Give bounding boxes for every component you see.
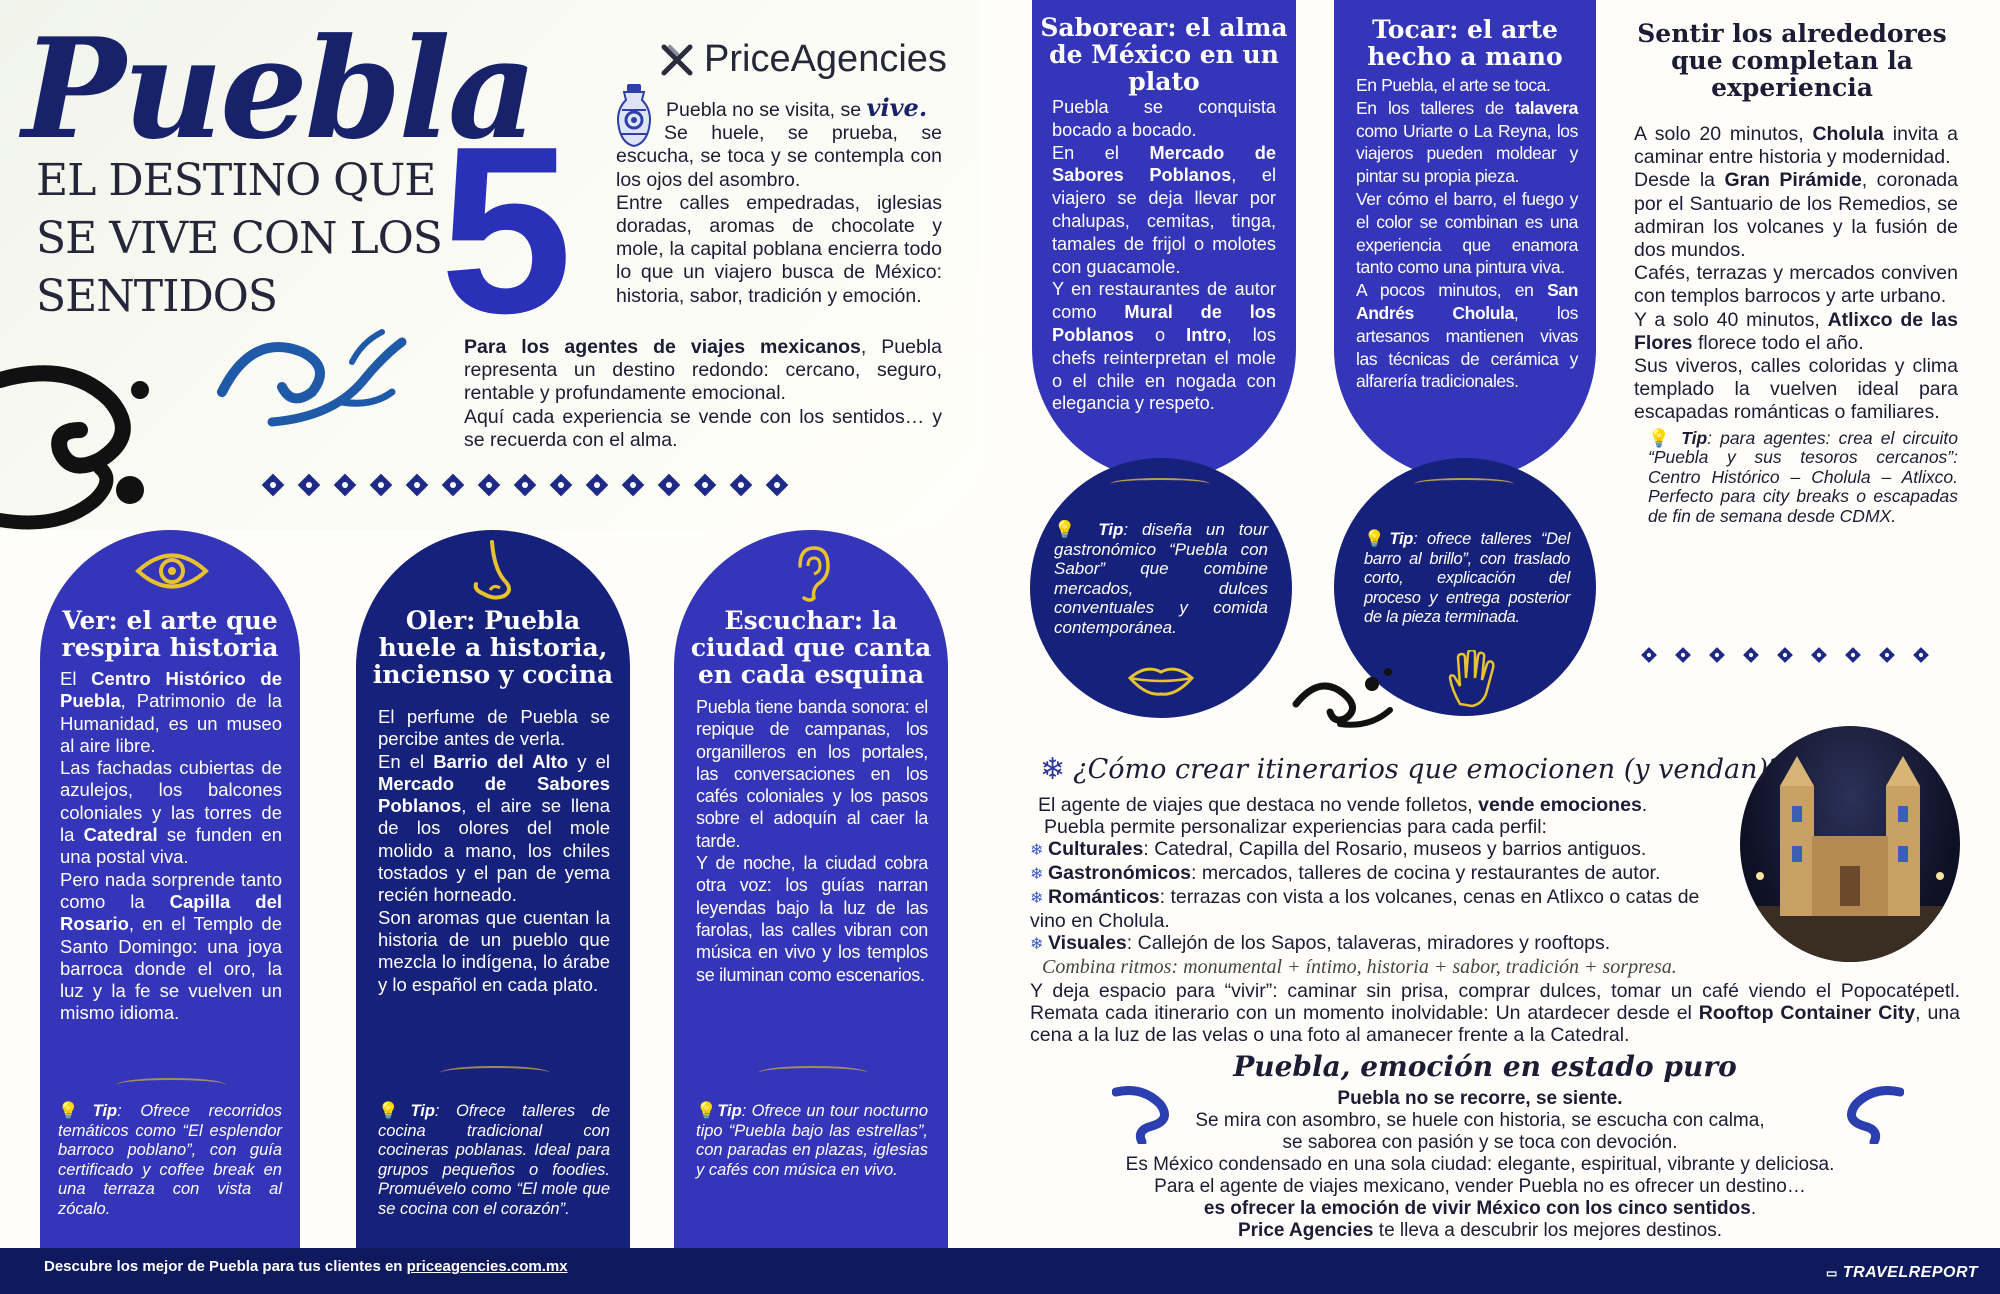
page-title: Puebla bbox=[22, 7, 535, 170]
blue-flourish-ornament bbox=[212, 322, 408, 440]
tile-icon bbox=[1707, 645, 1728, 666]
escuchar-panel bbox=[674, 530, 948, 1248]
finale-line-1: Puebla no se recorre, se siente. bbox=[1337, 1088, 1623, 1109]
finale-line-5: Para el agente de viajes mexicano, vender Puebla no es ofrecer un destino… bbox=[1154, 1176, 1806, 1197]
ver-body: El Centro Histórico de Puebla, Patrimonio de la Humanidad, es un museo al aire libre. Las fachadas cubiertas de azulejos, los balcones coloniales y las torres de la Catedral se funden en una postal viva. Pero nada sorprende tanto como la Capilla del Rosario, en el Templo de Santo Domingo: una joya barroca donde el oro, la luz y la fe se vuelven un mismo idioma. bbox=[60, 668, 283, 1024]
brand-logo bbox=[660, 38, 947, 81]
oler-panel bbox=[356, 530, 630, 1248]
eye-icon bbox=[134, 546, 210, 596]
itinerarios-heading bbox=[1040, 752, 1782, 787]
subtitle-line: SENTIDOS bbox=[36, 271, 277, 322]
sentir-tip bbox=[1626, 429, 1958, 527]
saborear-text-2: En el bbox=[1052, 142, 1150, 163]
finale-line-4: Es México condensado en una sola ciudad: elegante, espiritual, vibrante y deliciosa. bbox=[1125, 1154, 1835, 1175]
oler-text-5: Son aromas que cuentan la historia de un pueblo que mezcla lo indígena, lo árabe y lo español en cada plato. bbox=[378, 906, 610, 995]
itin-closing-2: , una cena a la luz de las velas o una foto al amanecer frente a la Catedral. bbox=[1030, 1002, 1960, 1046]
itin-item-label: Culturales bbox=[1048, 838, 1144, 860]
ver-bold-1: Centro Histórico de Puebla bbox=[60, 668, 282, 712]
finale-line-6: es ofrecer la emoción de vivir México con los cinco sentidos bbox=[1203, 1198, 1751, 1219]
lips-icon bbox=[1126, 662, 1196, 698]
black-flourish-ornament bbox=[1290, 664, 1398, 734]
tip-label: Tip bbox=[1389, 530, 1414, 548]
nose-icon bbox=[464, 538, 524, 604]
saborear-panel bbox=[1032, 0, 1296, 480]
sentir-bold-2: Gran Pirámide bbox=[1724, 169, 1862, 192]
hand-icon bbox=[1446, 650, 1498, 708]
intro-text-2 bbox=[464, 336, 942, 452]
tip-label: Tip bbox=[1681, 427, 1708, 448]
ver-bold-3: Capilla del Rosario bbox=[60, 890, 283, 935]
ver-text-4: Pero nada sorprende tanto como la bbox=[60, 868, 282, 912]
oler-text-4: , el aire se llena de los olores del mole molido a mano, los chiles tostados y el pan de yema recién horneado. bbox=[378, 795, 610, 906]
snowflake-ornament-icon: ❄ bbox=[1040, 752, 1066, 787]
footer-text-lead: Descubre los mejor de Puebla para tus clientes en bbox=[44, 1258, 407, 1275]
intro-p2: Entre calles empedradas, iglesias doradas, aromas de chocolate y mole, la capital poblana encierra todo lo que un viajero busca de México: historia, sabor, tradición y emoción. bbox=[616, 191, 942, 307]
gold-divider bbox=[758, 1066, 868, 1080]
intro-text bbox=[616, 93, 942, 308]
sentir-text-1: A solo 20 minutos, bbox=[1634, 123, 1813, 145]
travelreport-logo-text: TRAVELREPORT bbox=[1842, 1264, 1978, 1281]
ver-tip-text: : Ofrece recorridos temáticos como “El esplendor barroco poblano”, con guía certificado y coffee break en una terraza con vista al zócalo. bbox=[58, 1102, 282, 1218]
oler-text-1: El perfume de Puebla se percibe antes de verla. bbox=[378, 706, 610, 750]
tile-icon bbox=[726, 470, 756, 500]
snowflake-bullet-icon: ❄ bbox=[1030, 936, 1044, 953]
tile-icon bbox=[654, 470, 684, 500]
saborear-text-5: o bbox=[1133, 324, 1187, 345]
tocar-tip bbox=[1364, 530, 1570, 628]
tile-icon bbox=[474, 470, 504, 500]
escuchar-heading: Escuchar: la ciudad que canta en cada esquina bbox=[690, 606, 932, 689]
tip-label: Tip bbox=[717, 1102, 742, 1120]
sentir-bold-3: Atlixco de las Flores bbox=[1634, 308, 1958, 354]
tile-icon bbox=[330, 470, 360, 500]
oler-heading: Oler: Puebla huele a historia, incienso y cocina bbox=[372, 606, 614, 689]
tile-icon bbox=[1809, 645, 1830, 666]
finale-line-7-bold: Price Agencies bbox=[1237, 1220, 1374, 1241]
snowflake-bullet-icon: ❄ bbox=[1030, 866, 1044, 883]
escuchar-tip bbox=[696, 1102, 928, 1180]
finale-heading: Puebla, emoción en estado puro bbox=[1233, 1050, 1737, 1083]
itin-item-text: : mercados, talleres de cocina y restaurantes de autor. bbox=[1191, 862, 1661, 884]
itin-line-1-bold: vende emociones bbox=[1478, 794, 1642, 816]
saborear-text-6: , los chefs reinterpretan el mole o el chile en nogada con elegancia y respeto. bbox=[1052, 324, 1276, 414]
saborear-text-4: Y en restaurantes de autor como bbox=[1052, 279, 1276, 323]
itin-line-2: Puebla permite personalizar experiencias para cada perfil: bbox=[1044, 816, 1547, 838]
escuchar-tip-text: : Ofrece un tour nocturno tipo “Puebla bajo las estrellas”, con paradas en plazas, iglesias y cafés con música en vivo. bbox=[696, 1102, 929, 1179]
lightbulb-icon: 💡 bbox=[1054, 520, 1085, 539]
sentir-tip-text: : para agentes: crea el circuito “Puebla y sus tesoros cercanos”: Centro Histórico – Cholula – Atlixco. Perfecto para city breaks o escapadas de fin de semana desde CDMX. bbox=[1648, 427, 1958, 526]
itinerarios-body bbox=[1030, 794, 1960, 1046]
tile-icon bbox=[1673, 645, 1694, 666]
gold-divider bbox=[440, 1066, 550, 1080]
tile-icon bbox=[1741, 645, 1762, 666]
tile-icon bbox=[762, 470, 792, 500]
travelreport-logo bbox=[1826, 1264, 1978, 1282]
talavera-tile-border-small bbox=[1634, 640, 1936, 670]
finale-line-2: Se mira con asombro, se huele con historia, se escucha con calma, bbox=[1195, 1110, 1765, 1131]
gold-divider bbox=[1110, 478, 1210, 490]
saborear-bold-1: Mercado de Sabores Poblanos bbox=[1052, 142, 1276, 186]
ver-tip bbox=[58, 1102, 282, 1219]
sentir-bold-1: Cholula bbox=[1812, 123, 1884, 145]
subtitle-line: EL DESTINO QUE bbox=[36, 155, 436, 206]
ver-text-2: Las fachadas cubiertas de azulejos, los balcones coloniales y las torres de la bbox=[60, 757, 282, 846]
intro-p3-bold: Para los agentes de viajes mexicanos bbox=[464, 336, 861, 358]
subtitle-line: SE VIVE CON LOS bbox=[36, 213, 442, 264]
intro-lead: Puebla no se visita, se bbox=[666, 99, 867, 121]
brand-name: PriceAgencies bbox=[704, 38, 947, 80]
ver-bold-2: Catedral bbox=[83, 824, 158, 846]
sentir-text-2: invita a caminar entre historia y modernidad. bbox=[1634, 123, 1958, 169]
tocar-panel bbox=[1334, 0, 1596, 480]
itin-line-1: El agente de viajes que destaca no vende folletos, bbox=[1038, 794, 1479, 816]
tocar-text-1: En Puebla, el arte se toca. bbox=[1356, 75, 1551, 95]
footer-link[interactable]: priceagencies.com.mx bbox=[406, 1258, 568, 1275]
finale-line-6-end: . bbox=[1750, 1198, 1757, 1219]
itin-item-label: Románticos bbox=[1048, 886, 1160, 908]
sentir-text-3: Desde la bbox=[1634, 169, 1725, 192]
itin-combo: Combina ritmos: monumental + íntimo, historia + sabor, tradición + sorpresa. bbox=[1042, 956, 1677, 978]
escuchar-body bbox=[696, 696, 928, 986]
black-flourish-ornament bbox=[0, 360, 160, 530]
saborear-tip-oval bbox=[1030, 458, 1292, 718]
footer-text bbox=[44, 1258, 568, 1275]
ear-icon bbox=[792, 544, 832, 604]
oler-tip-text: : Ofrece talleres de cocina tradicional con cocineras poblanas. Ideal para grupos pequeños o foodies. Promuévelo como “El mole que se cocina con el corazón”. bbox=[378, 1102, 610, 1218]
sentir-section bbox=[1626, 20, 1958, 526]
tip-label: Tip bbox=[92, 1102, 118, 1120]
tile-icon bbox=[438, 470, 468, 500]
tocar-body bbox=[1356, 74, 1578, 393]
itin-item-label: Visuales bbox=[1048, 932, 1127, 954]
tocar-bold-2: San Andrés Cholula bbox=[1356, 280, 1578, 323]
tocar-text-3: como Uriarte o La Reyna, los viajeros pueden moldear y pintar su propia pieza. bbox=[1356, 120, 1578, 187]
sentir-body bbox=[1626, 123, 1958, 425]
tocar-text-4: Ver cómo el barro, el fuego y el color se combinan es una experiencia que enamora tanto como una pintura viva. bbox=[1356, 188, 1578, 278]
tocar-bold-1: talavera bbox=[1515, 97, 1578, 118]
saborear-text-3: , el viajero se deja llevar por chalupas, cemitas, tinga, tamales de frijol o molotes con guacamole. bbox=[1052, 165, 1276, 277]
oler-body bbox=[378, 706, 610, 996]
intro-p3: , Puebla representa un destino redondo: cercano, seguro, rentable y profundamente emocional. bbox=[464, 336, 942, 405]
escuchar-text-1: Puebla tiene banda sonora: el repique de campanas, los organilleros en los portales, las conversaciones en los cafés coloniales y los pasos sobre el adoquín al caer la tarde. bbox=[696, 697, 928, 851]
itin-closing-1: Y deja espacio para “vivir”: caminar sin prisa, comprar dulces, tomar un café viendo el Popocatépetl. Remata cada itinerario con un momento inolvidable: Un atardecer desde el bbox=[1030, 980, 1960, 1024]
tile-icon bbox=[1843, 645, 1864, 666]
tile-icon bbox=[1877, 645, 1898, 666]
oler-bold-1: Barrio del Alto bbox=[433, 750, 569, 772]
saborear-body bbox=[1052, 96, 1276, 415]
tocar-text-5: A pocos minutos, en bbox=[1356, 280, 1548, 301]
sentir-text-6: Y a solo 40 minutos, bbox=[1634, 308, 1828, 331]
saborear-tip bbox=[1054, 520, 1268, 637]
lightbulb-icon: 💡 bbox=[1648, 427, 1674, 448]
tocar-text-2: En los talleres de bbox=[1356, 97, 1516, 118]
snowflake-bullet-icon: ❄ bbox=[1030, 890, 1044, 907]
sentir-text-8: Sus viveros, calles coloridas y clima templado la vuelven ideal para escapadas románticas o familiares. bbox=[1634, 355, 1958, 424]
itin-closing bbox=[1030, 980, 1960, 1046]
ver-text-5: , en el Templo de Santo Domingo: una joya barroca donde el oro, la luz y la fe se vuelven un mismo idioma. bbox=[60, 913, 282, 1024]
big-number: 5 bbox=[440, 98, 573, 363]
finale-line-3: se saborea con pasión y se toca con devoción. bbox=[1282, 1132, 1678, 1153]
snowflake-bullet-icon: ❄ bbox=[1030, 842, 1044, 859]
saborear-bold-3: Intro bbox=[1186, 324, 1227, 345]
intro-p1: Se huele, se prueba, se escucha, se toca y se contempla con los ojos del asombro. bbox=[616, 122, 942, 191]
itin-item-text: : terrazas con vista a los volcanes, cenas en Atlixco o catas de vino en Cholula. bbox=[1030, 886, 1700, 932]
saborear-heading: Saborear: el alma de México en un plato bbox=[1040, 13, 1288, 96]
oler-text-2: En el bbox=[378, 750, 434, 772]
tip-label: Tip bbox=[1098, 520, 1124, 539]
tile-icon bbox=[546, 470, 576, 500]
tile-icon bbox=[294, 470, 324, 500]
itin-item-text: : Catedral, Capilla del Rosario, museos y barrios antiguos. bbox=[1143, 838, 1647, 860]
finale-body bbox=[1080, 1088, 1880, 1242]
tocar-tip-text: : ofrece talleres “Del barro al brillo”, con traslado corto, explicación del proceso y entrega posterior de la pieza terminada. bbox=[1364, 530, 1570, 626]
itin-item-label: Gastronómicos bbox=[1048, 862, 1192, 884]
saborear-tip-text: : diseña un tour gastronómico “Puebla con Sabor” que combine mercados, dulces conventuales y comida contemporánea. bbox=[1054, 520, 1268, 637]
tile-icon bbox=[1911, 645, 1932, 666]
sentir-text-4: , coronada por el Santuario de los Remedios, se admiran los volcanes y la fusión de dos mundos. bbox=[1634, 169, 1958, 262]
tile-icon bbox=[258, 470, 288, 500]
tv-icon: ▭ bbox=[1826, 1266, 1838, 1280]
page-subtitle bbox=[36, 152, 446, 326]
tile-icon bbox=[366, 470, 396, 500]
saborear-text-1: Puebla se conquista bocado a bocado. bbox=[1052, 97, 1276, 140]
intro-p4: Aquí cada experiencia se vende con los sentidos… y se recuerda con el alma. bbox=[464, 405, 942, 451]
saborear-bold-2: Mural de los Poblanos bbox=[1052, 302, 1276, 345]
itin-line-1-end: . bbox=[1641, 794, 1648, 816]
lightbulb-icon: 💡 bbox=[696, 1102, 718, 1120]
gold-divider bbox=[1414, 478, 1514, 490]
ver-text-3: se funden en una postal viva. bbox=[60, 824, 282, 868]
lightbulb-icon: 💡 bbox=[378, 1102, 411, 1120]
tile-icon bbox=[582, 470, 612, 500]
tile-icon bbox=[690, 470, 720, 500]
gold-divider bbox=[116, 1078, 226, 1092]
intro-emphasis: vive. bbox=[866, 93, 928, 122]
sentir-text-5: Cafés, terrazas y mercados conviven con templos barrocos y arte urbano. bbox=[1634, 262, 1958, 308]
ver-heading: Ver: el arte que respira historia bbox=[61, 606, 279, 662]
oler-text-3: y el bbox=[568, 750, 610, 772]
tile-icon bbox=[402, 470, 432, 500]
sentir-text-7: florece todo el año. bbox=[1692, 331, 1864, 354]
sentir-heading: Sentir los alrededores que completan la experiencia bbox=[1637, 19, 1947, 102]
tile-icon bbox=[510, 470, 540, 500]
itin-closing-bold: Rooftop Container City bbox=[1698, 1002, 1916, 1024]
itin-item-text: : Callejón de los Sapos, talaveras, miradores y rooftops. bbox=[1126, 932, 1611, 954]
lightbulb-icon: 💡 bbox=[58, 1102, 93, 1120]
tile-icon bbox=[618, 470, 648, 500]
escuchar-text-2: Y de noche, la ciudad cobra otra voz: los guías narran leyendas bajo la luz de las farolas, las calles vibran con música en vivo y los templos se iluminan como escenarios. bbox=[696, 853, 928, 985]
tile-icon bbox=[1639, 645, 1660, 666]
tip-label: Tip bbox=[410, 1102, 435, 1120]
finale-line-7: te lleva a descubrir los mejores destinos. bbox=[1373, 1220, 1723, 1241]
tocar-text-6: , los artesanos mantienen vivas las técnicas de cerámica y alfarería tradicionales. bbox=[1356, 302, 1578, 392]
lightbulb-icon: 💡 bbox=[1364, 530, 1390, 548]
talavera-tile-border bbox=[258, 470, 792, 500]
tocar-heading: Tocar: el arte hecho a mano bbox=[1367, 15, 1563, 71]
oler-bold-2: Mercado de Sabores Poblanos bbox=[378, 772, 610, 817]
oler-tip bbox=[378, 1102, 610, 1219]
ver-text-1: , Patrimonio de la Humanidad, es un museo al aire libre. bbox=[60, 690, 282, 756]
tile-icon bbox=[1775, 645, 1796, 666]
brand-mark-icon bbox=[660, 43, 694, 77]
ver-panel bbox=[40, 530, 300, 1248]
itinerarios-heading-text: ¿Cómo crear itinerarios que emocionen (y vendan)? bbox=[1073, 754, 1783, 785]
